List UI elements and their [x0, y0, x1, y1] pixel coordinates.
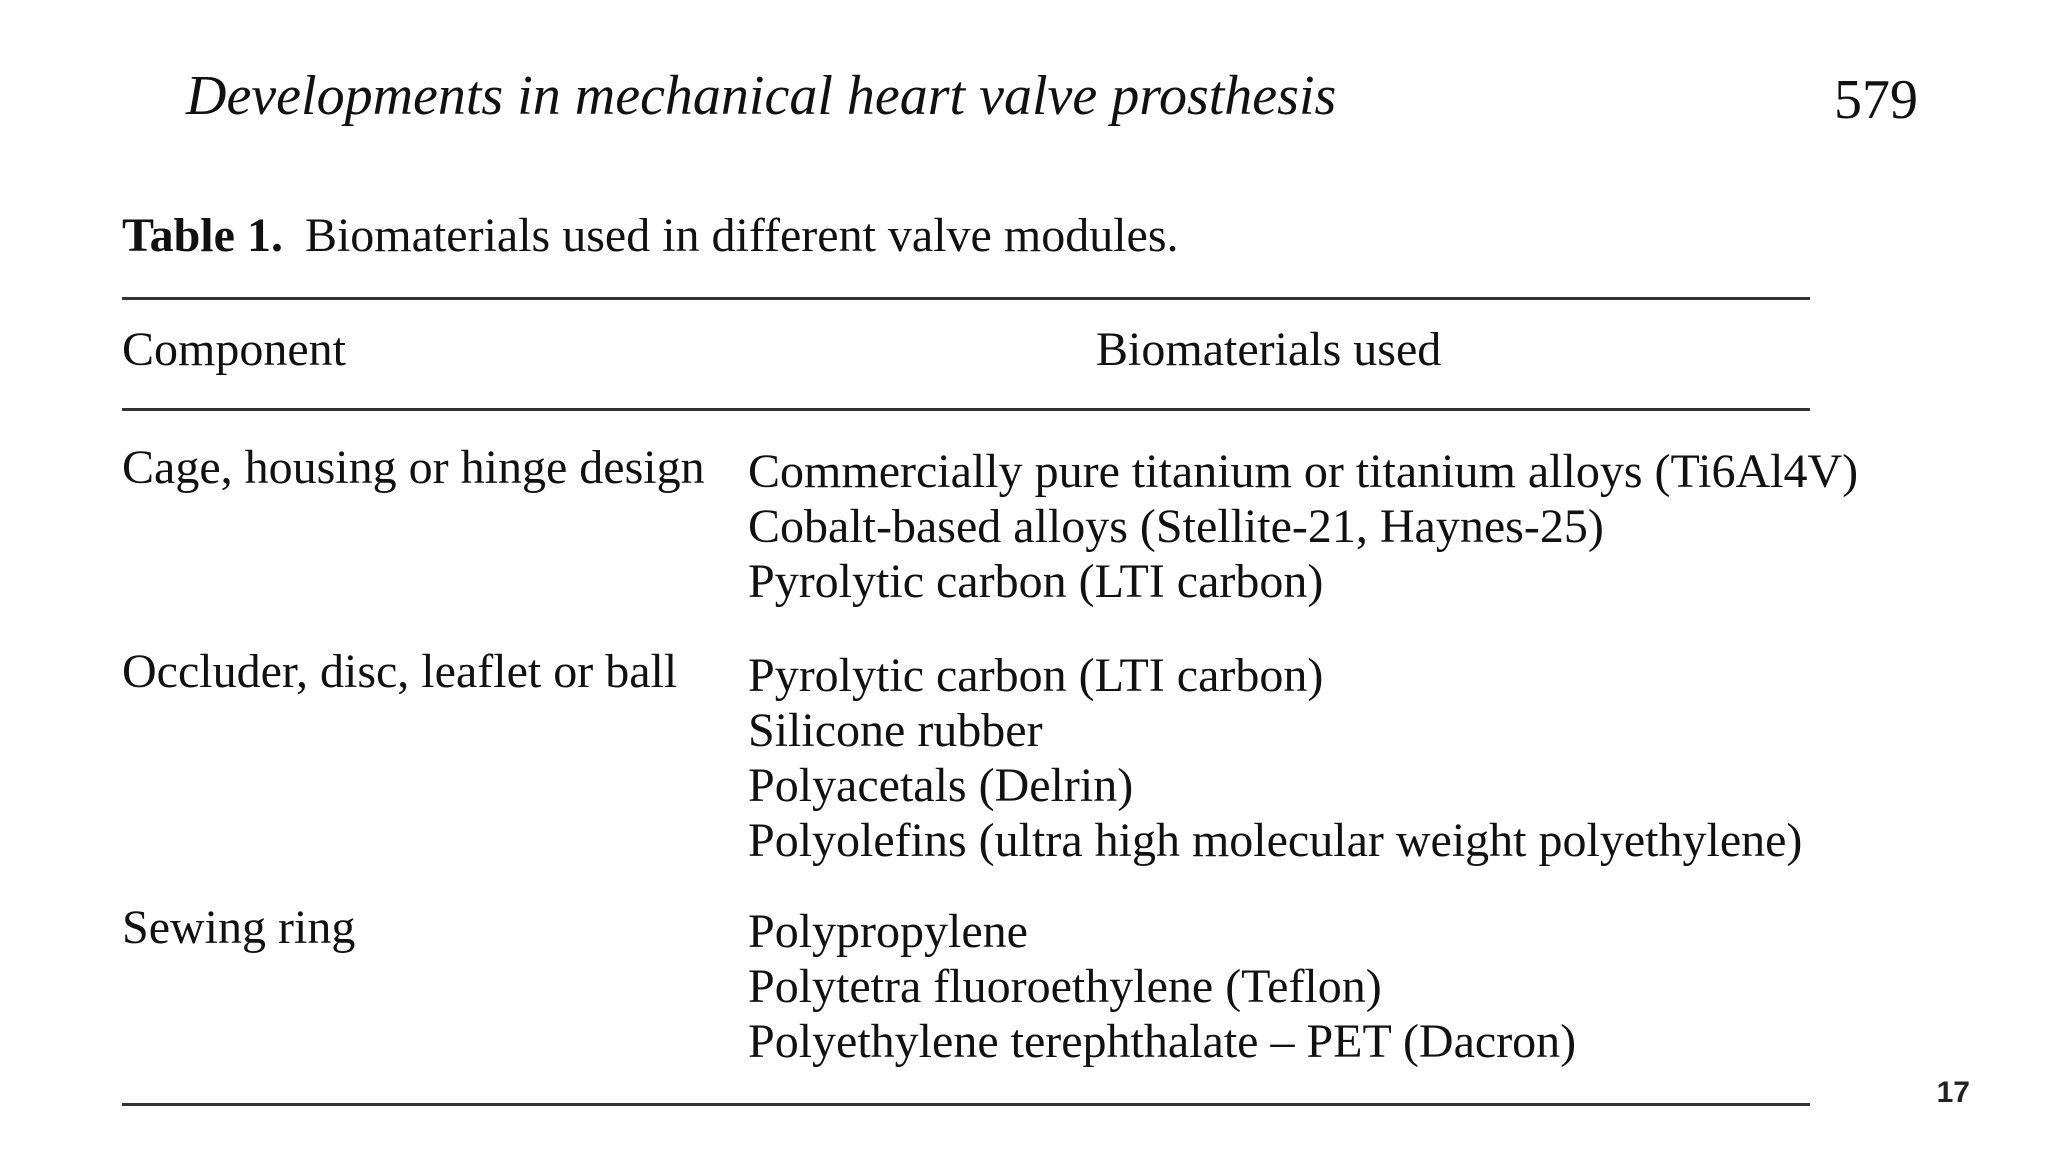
material-item: Polypropylene — [748, 905, 1028, 958]
table-rule-top — [122, 297, 1810, 300]
running-head: Developments in mechanical heart valve prosthesis — [186, 65, 1337, 127]
table-rule-header — [122, 408, 1810, 411]
material-item: Polytetra fluoroethylene (Teflon) — [748, 960, 1382, 1013]
table-row-sewing-component: Sewing ring — [122, 901, 356, 954]
table-row-cage-component: Cage, housing or hinge design — [122, 441, 705, 494]
table-row-occluder-materials — [748, 648, 1802, 868]
slide-number: 17 — [1936, 1076, 1970, 1109]
table-rule-bottom — [122, 1103, 1810, 1106]
page-number: 579 — [1834, 69, 1918, 131]
material-item: Polyethylene terephthalate – PET (Dacron) — [748, 1015, 1577, 1068]
table-row-occluder-component: Occluder, disc, leaflet or ball — [122, 645, 678, 698]
material-item: Cobalt-based alloys (Stellite-21, Haynes-25) — [748, 500, 1604, 553]
material-item: Pyrolytic carbon (LTI carbon) — [748, 555, 1324, 608]
column-header-biomaterials: Biomaterials used — [1096, 323, 1442, 376]
material-item: Polyolefins (ultra high molecular weight polyethylene) — [748, 814, 1803, 867]
table-caption-label: Table 1. — [122, 209, 283, 262]
material-item: Pyrolytic carbon (LTI carbon) — [748, 649, 1324, 702]
column-header-component: Component — [122, 323, 346, 376]
material-item: Polyacetals (Delrin) — [748, 759, 1134, 812]
table-caption — [122, 209, 1179, 262]
table-row-cage-materials — [748, 444, 1858, 609]
table-caption-text: Biomaterials used in different valve modules. — [304, 209, 1179, 262]
material-item: Silicone rubber — [748, 704, 1043, 757]
table-row-sewing-materials — [748, 904, 1576, 1069]
material-item: Commercially pure titanium or titanium alloys (Ti6Al4V) — [748, 445, 1859, 498]
